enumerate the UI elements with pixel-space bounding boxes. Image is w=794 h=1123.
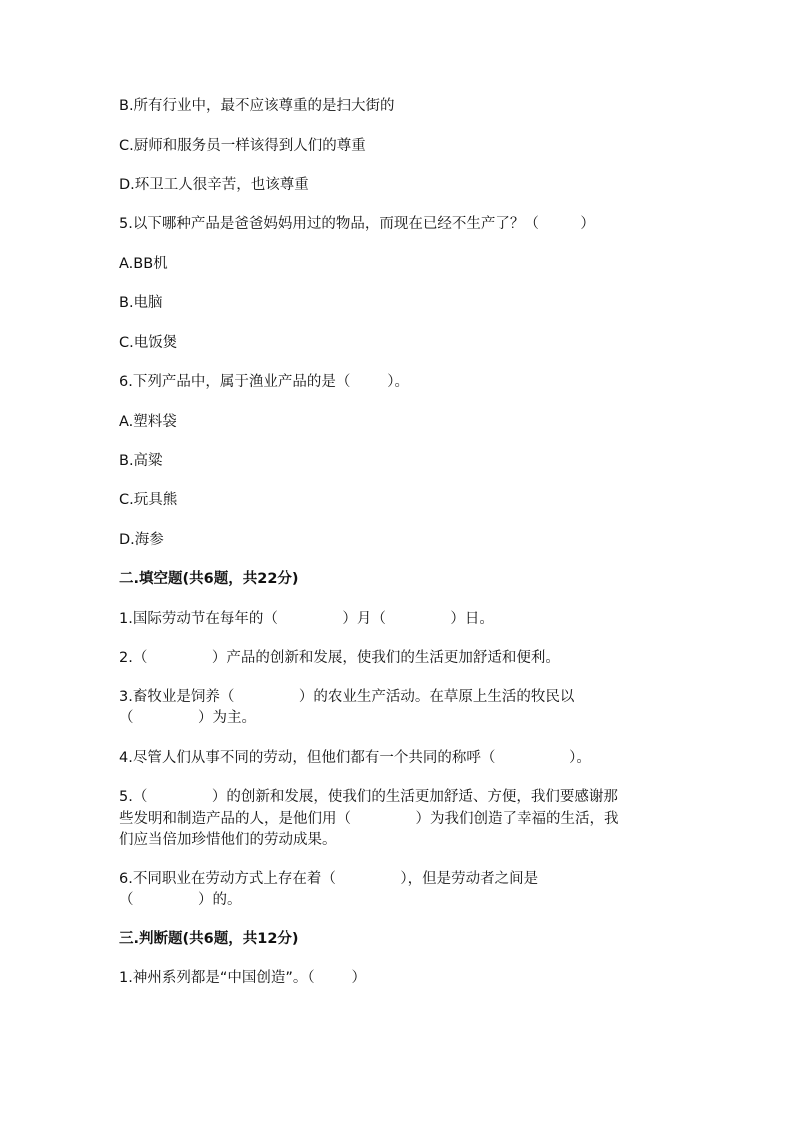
- question-text: 1.神州系列都是“中国创造”。（ ）: [119, 970, 366, 986]
- question-text: 4.尽管人们从事不同的劳动，但他们都有一个共同的称呼（ ）。: [119, 750, 591, 766]
- question-text: 3.畜牧业是饲养（ ）的农业生产活动。在草原上生活的牧民以: [119, 689, 575, 705]
- option-text: D.环卫工人很辛苦，也该尊重: [119, 177, 309, 193]
- section-heading: 三.判断题(共6题，共12分): [119, 931, 299, 947]
- option-text: D.海参: [119, 532, 164, 548]
- question-text: 1.国际劳动节在每年的（ ）月（ ）日。: [119, 611, 494, 627]
- question-text: 2.（ ）产品的创新和发展，使我们的生活更加舒适和便利。: [119, 650, 560, 666]
- option-text: B.所有行业中，最不应该尊重的是扫大街的: [119, 98, 395, 114]
- question-text: 6.下列产品中，属于渔业产品的是（ ）。: [119, 374, 409, 390]
- option-text: C.电饭煲: [119, 335, 178, 351]
- option-text: A.BB机: [119, 256, 168, 272]
- option-text: B.电脑: [119, 295, 163, 311]
- question-text: 5.（ ）的创新和发展，使我们的生活更加舒适、方便，我们要感谢那: [119, 789, 618, 805]
- option-text: B.高粱: [119, 453, 163, 469]
- question-text-continued: （ ）的。: [119, 892, 242, 908]
- question-text: 5.以下哪种产品是爸爸妈妈用过的物品，而现在已经不生产了？（ ）: [119, 216, 595, 232]
- option-text: C.厨师和服务员一样该得到人们的尊重: [119, 138, 366, 154]
- option-text: A.塑料袋: [119, 414, 177, 430]
- question-text-continued: 些发明和制造产品的人，是他们用（ ）为我们创造了幸福的生活，我: [119, 811, 619, 827]
- question-text-continued: （ ）为主。: [119, 710, 257, 726]
- option-text: C.玩具熊: [119, 492, 178, 508]
- question-text: 6.不同职业在劳动方式上存在着（ ），但是劳动者之间是: [119, 871, 539, 887]
- question-text-continued: 们应当倍加珍惜他们的劳动成果。: [119, 832, 337, 848]
- section-heading: 二.填空题(共6题，共22分): [119, 571, 299, 587]
